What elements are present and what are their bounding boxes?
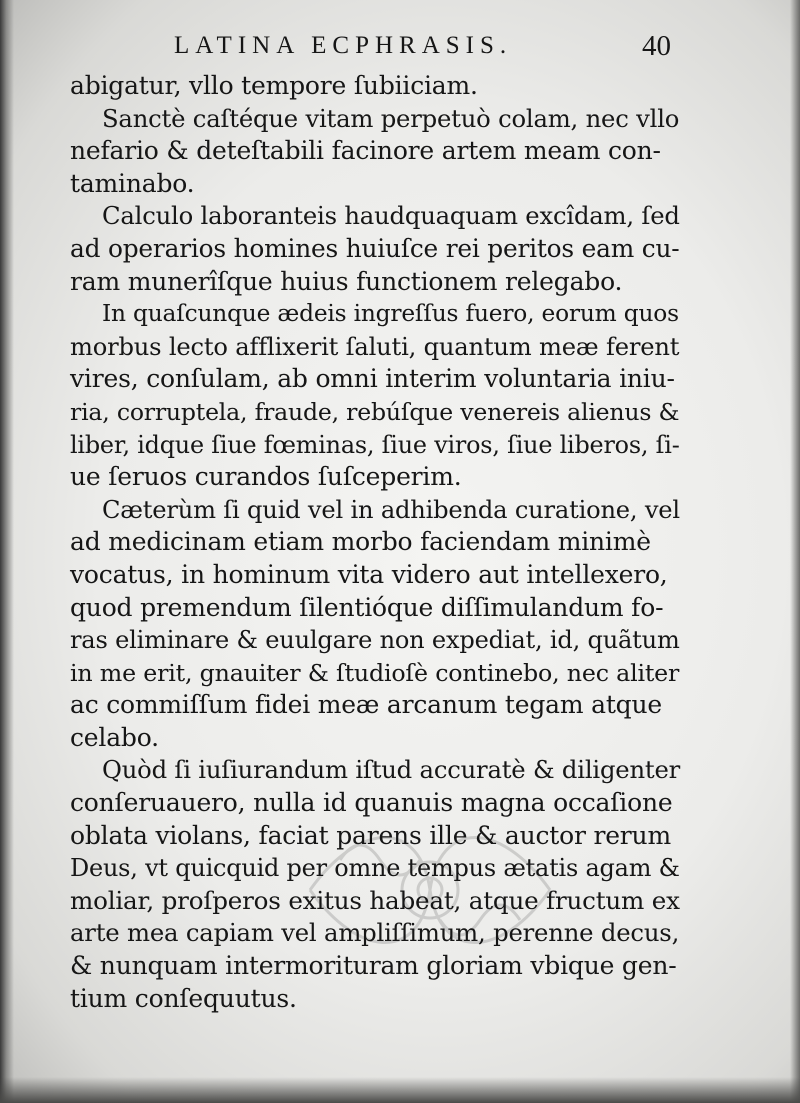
text-line: & nunquam intermorituram gloriam vbique gen- [70, 951, 677, 981]
text-line: celabo. [70, 722, 159, 752]
page-right-edge-shadow [790, 0, 800, 1103]
text-line: quod premendum ſilentióque diſſimulandum fo- [70, 592, 664, 622]
body-text [70, 70, 680, 1015]
text-line: morbus lecto afflixerit ſaluti, quantum meæ ferent [70, 332, 680, 361]
text-line: ad operarios homines huiuſce rei peritos eam cu- [70, 233, 680, 263]
text-line: ria, corruptela, fraude, rebúſque venereis alienus & [70, 397, 680, 426]
text-line: ras eliminare & euulgare non expediat, id, quãtum [70, 626, 680, 655]
page-number: 40 [642, 30, 671, 62]
page-left-edge-shadow [0, 0, 14, 1103]
text-line: arte mea capiam vel ampliſſimum, perenne decus, [70, 918, 680, 948]
text-line: vires, conſulam, ab omni interim voluntaria iniu- [70, 364, 675, 394]
text-line: tium conſequutus. [70, 983, 297, 1013]
text-line: ac commiſſum fidei meæ arcanum tegam atque [70, 690, 662, 720]
text-line: oblata violans, faciat parens ille & auctor rerum [70, 820, 671, 850]
text-line: abigatur, vllo tempore ſubiiciam. [70, 71, 478, 100]
paragraph-first-line: In quaſcunque ædeis ingreſſus fuero, eorum quos [102, 300, 679, 328]
text-line: ue ſeruos curandos ſuſceperim. [70, 462, 462, 492]
running-head: LATINA ECPHRASIS. [174, 32, 513, 59]
text-line: in me erit, gnauiter & ſtudioſè continebo, nec aliter [70, 658, 680, 687]
text-line: ad medicinam etiam morbo faciendam minimè [70, 527, 651, 557]
page-bottom-edge-shadow [0, 1077, 800, 1103]
text-line: liber, idque ſiue fœminas, ſiue viros, ſiue liberos, ſi- [70, 430, 680, 459]
text-line: vocatus, in hominum vita videro aut intellexero, [70, 559, 668, 589]
paragraph-first-line: Cæterùm ſi quid vel in adhibenda curatione, vel [102, 495, 680, 524]
text-line: conſeruauero, nulla id quanuis magna occaſione [70, 788, 673, 818]
text-line: nefario & deteſtabili facinore artem meam con- [70, 136, 661, 166]
text-line: moliar, proſperos exitus habeat, atque fructum ex [70, 885, 680, 915]
paragraph-first-line: Calculo laboranteis haudquaquam excîdam, ſed [102, 201, 680, 231]
text-line: ram munerîſque huius functionem relegabo. [70, 266, 623, 296]
paragraph-first-line: Sanctè caſtéque vitam perpetuò colam, nec vllo [102, 103, 680, 133]
text-line: taminabo. [70, 168, 195, 198]
paragraph-first-line: Quòd ſi iuſiurandum iſtud accuratè & diligenter [102, 755, 681, 785]
text-line: Deus, vt quicquid per omne tempus ætatis agam & [70, 854, 680, 883]
page-header [0, 32, 800, 72]
